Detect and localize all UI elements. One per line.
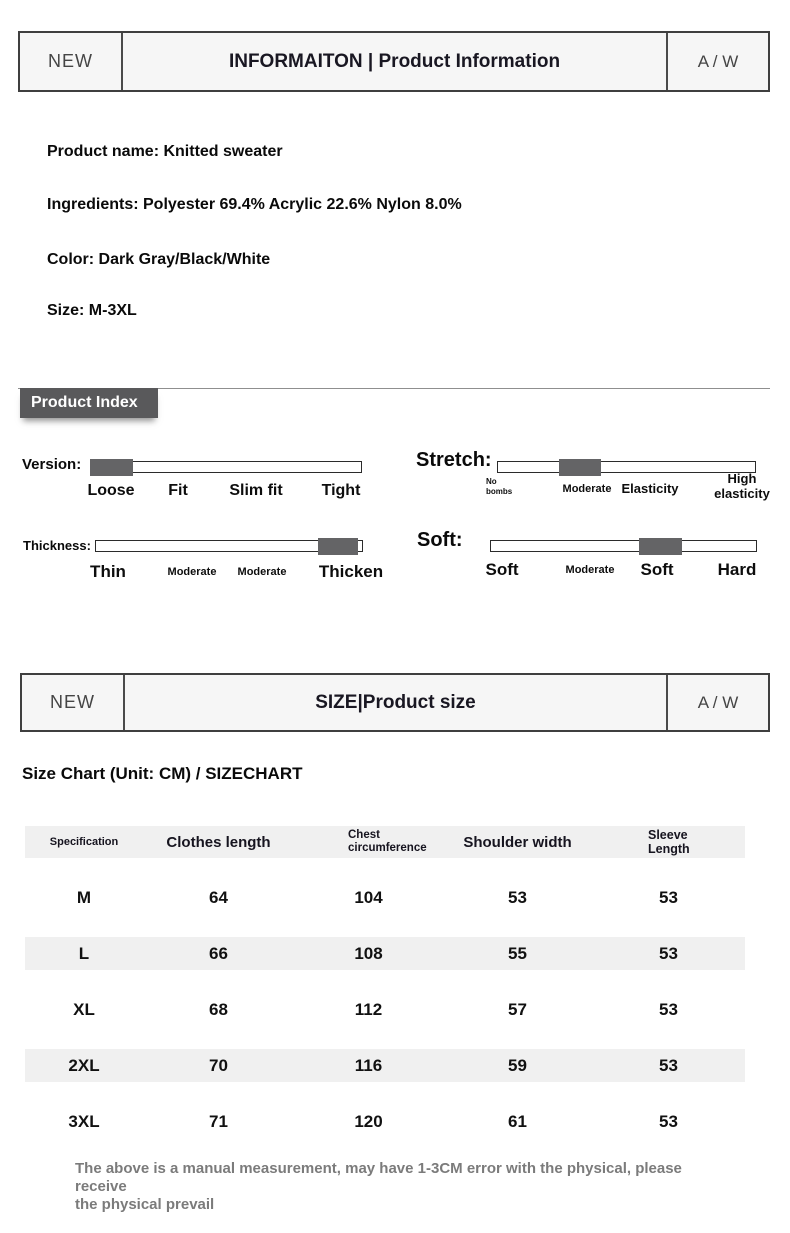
cell-clothes-length: 71 [209, 1112, 228, 1131]
product-information-header [18, 31, 770, 92]
thickness-slider-indicator [318, 538, 358, 555]
cell-clothes-length: 70 [209, 1056, 228, 1075]
version-option-fit: Fit [168, 482, 188, 499]
size-header-new-label: NEW [22, 675, 125, 730]
cell-sleeve: 53 [659, 1000, 678, 1019]
stretch-option-high-elasticity [714, 471, 770, 501]
header-season-label: A / W [666, 33, 768, 90]
cell-chest: 120 [354, 1112, 383, 1131]
stretch-option-high-line1: High [727, 471, 757, 486]
table-row-m [25, 870, 745, 926]
soft-option-moderate: Moderate [565, 564, 615, 576]
cell-shoulder: 55 [508, 944, 527, 963]
thickness-option-moderate-2: Moderate [237, 566, 287, 578]
cell-shoulder: 57 [508, 1000, 527, 1019]
cell-sleeve: 53 [659, 944, 678, 963]
table-row-3xl [25, 1094, 745, 1150]
col-header-shoulder-width: Shoulder width [463, 833, 572, 851]
cell-clothes-length: 68 [209, 1000, 228, 1019]
col-header-chest-line1: Chest [348, 829, 380, 841]
size-line: Size: M-3XL [47, 302, 137, 319]
col-header-specification: Specification [49, 836, 119, 848]
measurement-note-line2: the physical prevail [75, 1196, 215, 1213]
measurement-note-line1: The above is a manual measurement, may have 1-3CM error with the physical, please receive [75, 1160, 682, 1195]
stretch-option-elasticity: Elasticity [621, 481, 679, 496]
cell-size: M [76, 888, 92, 907]
col-header-sleeve-line1: Sleeve [648, 828, 688, 842]
size-header-season-label: A / W [666, 675, 768, 730]
thickness-option-moderate-1: Moderate [167, 566, 217, 578]
col-header-sleeve-line2: Length [648, 842, 690, 856]
stretch-slider-label: Stretch: [416, 449, 492, 471]
stretch-option-no-bombs-line2: bombs [486, 487, 513, 496]
cell-chest: 116 [354, 1056, 383, 1075]
table-row-l [25, 926, 745, 982]
version-option-loose: Loose [87, 482, 135, 499]
soft-slider-track [490, 540, 757, 552]
product-size-header [20, 673, 770, 732]
cell-size: 3XL [68, 1112, 100, 1131]
stretch-slider-indicator [559, 459, 601, 476]
ingredients-line: Ingredients: Polyester 69.4% Acrylic 22.6% Nylon 8.0% [47, 196, 462, 213]
stretch-option-moderate: Moderate [562, 483, 612, 495]
thickness-slider-label: Thickness: [23, 538, 91, 553]
stretch-option-high-line2: elasticity [714, 486, 770, 501]
cell-clothes-length: 66 [209, 944, 228, 963]
cell-size: L [78, 944, 90, 963]
col-header-sleeve-length [592, 828, 745, 856]
stretch-option-no-bombs [486, 477, 512, 497]
product-index-badge: Product Index [20, 388, 158, 418]
thickness-option-thin: Thin [90, 562, 126, 581]
table-row-2xl [25, 1038, 745, 1094]
measurement-note [75, 1160, 735, 1214]
cell-shoulder: 61 [508, 1112, 527, 1131]
col-header-chest-circumference [294, 829, 443, 855]
header-new-label: NEW [20, 33, 123, 90]
size-header-title: SIZE|Product size [315, 691, 476, 713]
cell-chest: 112 [354, 1000, 383, 1019]
soft-slider-label: Soft: [417, 529, 463, 551]
cell-shoulder: 53 [508, 888, 527, 907]
soft-option-hard: Hard [717, 560, 757, 579]
cell-sleeve: 53 [659, 888, 678, 907]
stretch-option-no-bombs-line1: No [486, 477, 497, 486]
size-chart-heading: Size Chart (Unit: CM) / SIZECHART [22, 764, 303, 783]
soft-option-soft-2: Soft [640, 560, 674, 579]
col-header-clothes-length: Clothes length [166, 833, 271, 851]
cell-size: XL [73, 1000, 95, 1019]
cell-shoulder: 59 [508, 1056, 527, 1075]
soft-slider-indicator [639, 538, 682, 555]
version-option-tight: Tight [321, 482, 361, 499]
product-name-line: Product name: Knitted sweater [47, 143, 283, 160]
color-line: Color: Dark Gray/Black/White [47, 251, 271, 268]
table-row-xl [25, 982, 745, 1038]
cell-sleeve: 53 [659, 1056, 678, 1075]
cell-chest: 104 [354, 888, 383, 907]
thickness-option-thicken: Thicken [318, 562, 384, 581]
version-slider-indicator [90, 459, 133, 476]
size-table-header-row [25, 826, 745, 858]
header-title: INFORMAITON | Product Information [228, 50, 561, 72]
cell-sleeve: 53 [659, 1112, 678, 1131]
version-slider-label: Version: [22, 456, 82, 473]
cell-chest: 108 [354, 944, 383, 963]
version-option-slim-fit: Slim fit [229, 482, 283, 499]
cell-size: 2XL [68, 1056, 100, 1075]
cell-clothes-length: 64 [209, 888, 228, 907]
soft-option-soft-1: Soft [485, 560, 519, 579]
col-header-chest-line2: circumference [348, 842, 427, 854]
